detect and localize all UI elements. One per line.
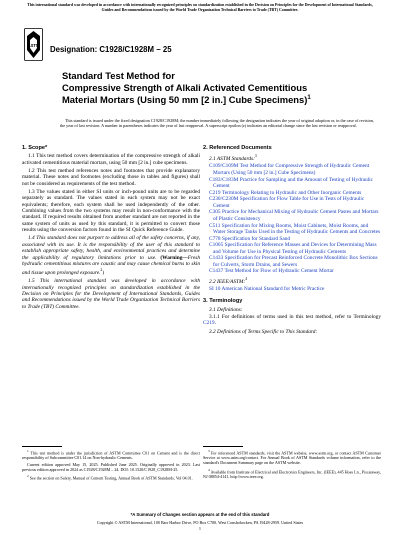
footnote-number: 2 (27, 473, 29, 478)
section-scope-heading: 1. Scope* (22, 145, 48, 151)
para-1-4 (22, 235, 200, 276)
warning-close: ) (102, 269, 104, 276)
para-1-4-text: 1.4 This standard does not purport to address all of the safety concerns, if any, associated with its use. It is the responsibility of the user of this standard to establish appropriate safety, health, and environmental practices and determine the applicability of regulatory limitations prior to use. (22, 235, 200, 261)
reference-title: Specification for Flow Table for Use in Tests of Hydraulic Cement (213, 196, 365, 209)
footnote-number: 4 (208, 467, 210, 472)
footnote-ref-4: 4 (245, 276, 248, 281)
astm-logo-icon (24, 28, 43, 61)
footnote (22, 463, 200, 473)
para-3-2 (203, 329, 381, 335)
title-line-3-text: Material Mortars (Using 50 mm [2 in.] Cube Specimens) (62, 94, 308, 106)
reference-title: Test Method for Flow of Hydraulic Cement Mortar (224, 268, 334, 275)
ieee-astm-subhead (203, 276, 381, 285)
copyright-line: Copyright © ASTM International, 100 Barr Harbor Drive, PO Box C700, West Conshohocken, PA 19428-2959. United States (96, 520, 304, 525)
reference-item[interactable] (203, 268, 381, 274)
reference-item[interactable] (203, 177, 381, 190)
reference-code-link[interactable]: C219 (209, 189, 221, 196)
section-terminology-heading: 3. Terminology (203, 298, 243, 305)
reference-code-link[interactable]: C230/C230M (209, 196, 239, 203)
reference-code-link[interactable]: C305 (209, 209, 221, 216)
ieee-astm-label: 2.2 IEEE/ASTM: (209, 278, 246, 285)
astm-standards-label: 2.1 ASTM Standards: (209, 156, 255, 163)
para-3-1 (203, 307, 381, 313)
reference-item[interactable] (203, 196, 381, 209)
reference-code-link[interactable]: C778 (209, 235, 221, 242)
title-footnote-ref: 1 (307, 95, 311, 102)
reference-code-link[interactable]: C183/C183M (209, 176, 239, 183)
footnote (22, 474, 200, 481)
page-number: 1 (198, 526, 202, 531)
para-3-1-1-end: . (214, 320, 216, 327)
reference-item[interactable] (203, 255, 381, 268)
footnote-number: 1 (27, 449, 29, 453)
reference-title: Specification for Mixing Rooms, Moist Cabinets, Moist Rooms, and Water Storage Tanks Used in the Testing of Hydraulic Cements and Concretes (213, 222, 381, 235)
para-1-3: 1.3 The values stated in either SI units or inch-pound units are to be regarded separately as standard. The values stated in each system may not be exact equivalents; therefore, each system shall be used independently of the other. Combining values from the two systems may result in non-conformance with the standard. If required results obtained from another standard are not reported in the same system of units as used by this standard, it is permitted to convert those results using the conversion factors found in the SI Quick Reference Guide. (22, 189, 200, 234)
reference-item[interactable] (203, 242, 381, 255)
footnote-rule-left (22, 446, 62, 447)
svg-text:ASTM: ASTM (27, 43, 40, 48)
astm-reference-list (203, 163, 381, 274)
reference-title: Specification for Reference Masses and Devices for Determining Mass and Volume for Use in Physical Testing of Hydraulic Cements (213, 242, 377, 255)
reference-title: American National Standard for Metric Practice (221, 285, 325, 292)
reference-title: Specification for Precast Reinforced Concrete Monolithic Box Sections for Culverts, Storm Drains, and Sewers (213, 255, 378, 268)
footnote-text: Available from Institute of Electrical and Electronics Engineers, Inc. (IEEE), 445 Hoes Ln., Piscataway, NJ 08854-4141, http://www.ieee.org. (203, 468, 381, 479)
footnote (203, 468, 381, 480)
reference-item[interactable] (203, 236, 381, 242)
standard-issue-note: This standard is issued under the fixed designation C1928/C1928M; the number immediately following the designation indicates the year of original adoption or, in the case of revision, the year of last revision. A number in parentheses indicates the year of last reapproval. A superscript epsilon (ε) indicates an editorial change since the last revision or reapproval. (60, 118, 374, 129)
footnote-number: 3 (208, 449, 210, 453)
footnote-text: This test method is under the jurisdiction of ASTM Committee C01 on Cement and is the direct responsibility of Subcommittee C01.14 on Non-hydraulic Cements. (22, 450, 201, 461)
left-column (22, 141, 200, 312)
title-line-1: Standard Test Method for (62, 70, 175, 81)
footnote-rule-right (203, 446, 243, 447)
reference-item[interactable] (203, 163, 381, 176)
document-title (62, 70, 382, 106)
reference-item[interactable] (203, 209, 381, 222)
footnote-ref-3: 3 (254, 154, 257, 159)
warning-text: Fresh hydraulic cementitious mixtures are caustic and may cause chemical burns to skin and tissue upon prolonged exposure. (22, 254, 200, 276)
reference-title: Specification for Standard Sand (221, 235, 291, 242)
terminology-link[interactable]: C219 (203, 320, 215, 327)
definitions-label: 3.1 Definitions: (209, 306, 243, 313)
para-3-1-1 (203, 314, 381, 327)
reference-item[interactable] (203, 286, 381, 292)
para-3-1-1-text: 3.1.1 For definitions of terms used in this test method, refer to Terminology (209, 313, 381, 320)
warning-label: (Warning— (160, 254, 188, 261)
footnote-text: For referenced ASTM standards, visit the ASTM website, www.astm.org, or contact ASTM Customer Service at www.astm.org/contact. For Annual Book of ASTM Standards volume information, refer to the standard's Document Summary page on the ASTM website. (203, 450, 382, 466)
reference-code-link[interactable]: C1005 (209, 242, 224, 249)
reference-title: Practice for Mechanical Mixing of Hydraulic Cement Pastes and Mortars of Plastic Consistency (213, 209, 379, 222)
title-line-2: Compressive Strength of Alkali Activated Cementitious (62, 81, 308, 93)
designation: Designation: C1928/C1928M − 25 (50, 45, 172, 54)
para-1-1: 1.1 This test method covers determination of the compressive strength of alkali activated cementitious material mortars, using 50 mm [2 in.] cube specimens. (22, 153, 200, 166)
footnotes-right (203, 449, 381, 481)
footnote-ref-2: 2 (100, 268, 103, 273)
footnotes-left (22, 449, 200, 483)
title-line-3 (62, 93, 382, 106)
wto-notice: This international standard was developed in accordance with internationally recognized principles on standardization established in the Decision on Principles for the Development of International Standards, Guides and Recommendations issued by the World Trade Organization Technical Barriers to Trade (TBT) Committee. (27, 3, 373, 12)
section-referenced-docs-heading: 2. Referenced Documents (203, 145, 272, 151)
reference-title: Practice for Sampling and the Amount of Testing of Hydraulic Cement (213, 176, 373, 189)
astm-standards-subhead (203, 153, 381, 162)
reference-code-link[interactable]: C511 (209, 222, 221, 229)
reference-code-link[interactable]: C109/C109M (209, 163, 239, 170)
para-1-5: 1.5 This international standard was developed in accordance with internationally recognized principles on standardization established in the Decision on Principles for the Development of International Standards, Guides and Recommendations issued by the World Trade Organization Technical Barriers to Trade (TBT) Committee. (22, 278, 200, 310)
right-column (203, 141, 381, 336)
reference-title: Test Method for Compressive Strength of Hydraulic Cement Mortars (Using 50 mm [2 in.] Cube Specimens) (213, 163, 370, 176)
reference-code-link[interactable]: C1437 (209, 268, 224, 275)
reference-code-link[interactable]: SI 10 (209, 285, 221, 292)
reference-code-link[interactable]: C1433 (209, 255, 224, 262)
para-1-2: 1.2 This test method references notes and footnotes that provide explanatory material. These notes and footnotes (excluding those in tables and figures) shall not be considered as requirements of the test method. (22, 168, 200, 187)
summary-of-changes-note: *A Summary of Changes section appears at the end of this standard (130, 512, 270, 517)
footnote-text: Current edition approved May 15, 2025. Published June 2025. Originally approved in 2023. Last previous edition approved in 2024 as C1928/C1928M – 24. DOI: 10.1520/C1928_C1928M-25. (22, 461, 200, 472)
reference-title: Terminology Relating to Hydraulic and Other Inorganic Cements (221, 189, 362, 196)
specific-definitions-label: 3.2 Definitions of Terms Specific to This Standard: (209, 328, 318, 335)
footnote (203, 449, 381, 466)
footnote-text: See the section on Safety, Manual of Cement Testing, Annual Book of ASTM Standards, Vol 04.01. (29, 475, 193, 481)
footnote (22, 449, 200, 461)
reference-item[interactable] (203, 223, 381, 236)
